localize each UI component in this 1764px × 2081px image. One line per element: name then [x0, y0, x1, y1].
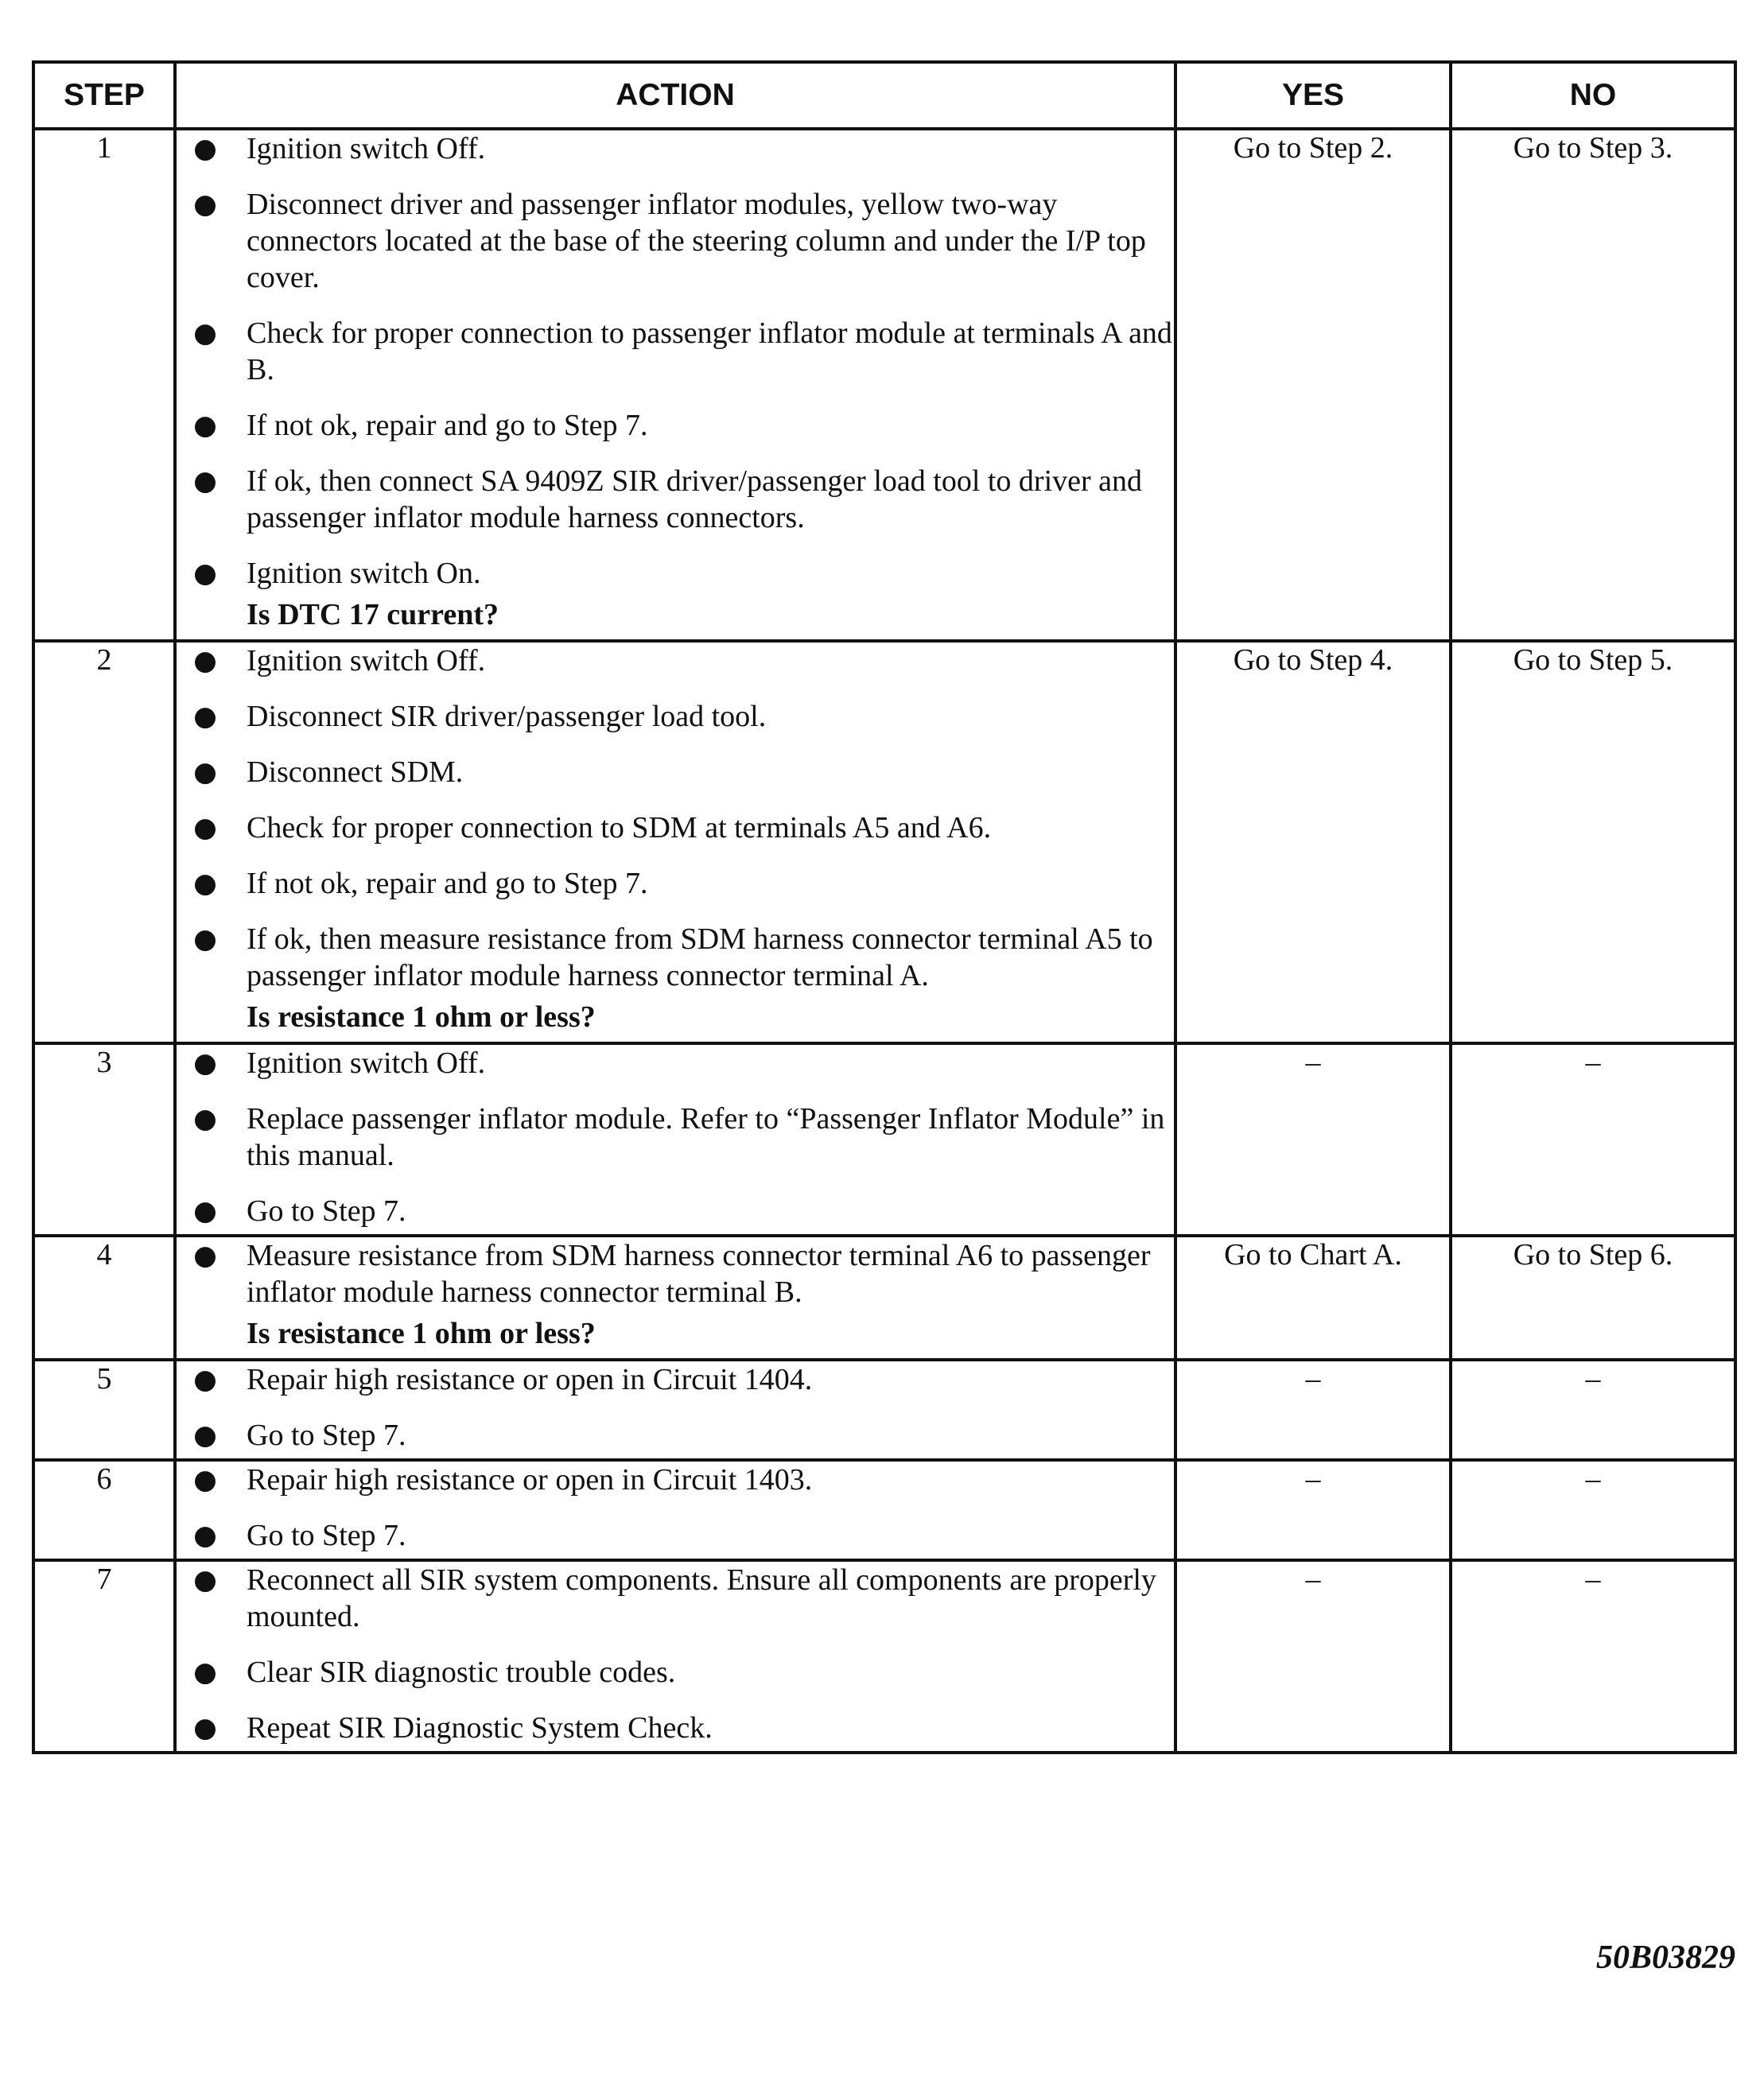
bullet-icon: ●: [193, 923, 217, 955]
bullet-icon: ●: [193, 557, 217, 589]
action-cell: [175, 1460, 1175, 1560]
header-action: ACTION: [175, 62, 1175, 129]
table-row: [33, 1236, 1735, 1360]
action-list: [177, 1562, 1174, 1746]
no-result: –: [1451, 1360, 1735, 1460]
action-text: Clear SIR diagnostic trouble codes.: [247, 1656, 676, 1689]
bullet-icon: ●: [193, 1712, 217, 1744]
action-text: Ignition switch Off.: [247, 1046, 486, 1080]
action-list: [177, 1237, 1174, 1310]
question-text: Is resistance 1 ohm or less?: [247, 1317, 596, 1350]
action-text: If not ok, repair and go to Step 7.: [247, 409, 648, 442]
table-body: [33, 129, 1735, 1753]
bullet-icon: ●: [193, 1520, 217, 1551]
table-row: [33, 1360, 1735, 1460]
action-cell: [175, 1236, 1175, 1360]
action-item: [177, 865, 1174, 902]
bullet-icon: ●: [193, 410, 217, 441]
action-text: Disconnect SDM.: [247, 755, 464, 789]
action-cell: [175, 641, 1175, 1043]
action-list: [177, 130, 1174, 592]
step-number: 3: [33, 1043, 175, 1236]
action-item: [177, 643, 1174, 679]
action-item: [177, 1517, 1174, 1554]
action-text: Repeat SIR Diagnostic System Check.: [247, 1711, 713, 1745]
action-list: [177, 1045, 1174, 1229]
question-text: Is DTC 17 current?: [247, 598, 499, 631]
action-item: [177, 1045, 1174, 1081]
yes-result: Go to Step 4.: [1175, 641, 1451, 1043]
action-item: [177, 1193, 1174, 1229]
action-cell: [175, 1043, 1175, 1236]
bullet-icon: ●: [193, 756, 217, 788]
action-list: [177, 1462, 1174, 1554]
action-item: [177, 130, 1174, 167]
action-item: [177, 407, 1174, 444]
bullet-icon: ●: [193, 1364, 217, 1396]
question-text: Is resistance 1 ohm or less?: [247, 1000, 596, 1034]
action-item: [177, 315, 1174, 388]
diagnostic-table: [32, 60, 1737, 1754]
bullet-icon: ●: [193, 1656, 217, 1688]
step-number: 1: [33, 129, 175, 641]
header-yes: YES: [1175, 62, 1451, 129]
table-row: [33, 129, 1735, 641]
no-result: Go to Step 5.: [1451, 641, 1735, 1043]
bullet-icon: ●: [193, 317, 217, 349]
action-item: [177, 754, 1174, 790]
yes-result: Go to Step 2.: [1175, 129, 1451, 641]
bullet-icon: ●: [193, 1419, 217, 1451]
action-text: Replace passenger inflator module. Refer to “Passenger Inflator Module” in this manual.: [247, 1102, 1165, 1172]
action-item: [177, 1101, 1174, 1174]
no-result: –: [1451, 1560, 1735, 1753]
action-text: Go to Step 7.: [247, 1419, 406, 1452]
table-row: [33, 1043, 1735, 1236]
step-number: 2: [33, 641, 175, 1043]
action-item: [177, 1417, 1174, 1454]
table-row: [33, 1460, 1735, 1560]
bullet-icon: ●: [193, 1464, 217, 1496]
header-row: [33, 62, 1735, 129]
action-list: [177, 643, 1174, 994]
action-cell: [175, 129, 1175, 641]
action-text: Measure resistance from SDM harness connector terminal A6 to passenger inflator module harness connector terminal B.: [247, 1239, 1151, 1309]
action-text: Check for proper connection to passenger inflator module at terminals A and B.: [247, 316, 1172, 386]
action-item: [177, 1654, 1174, 1691]
action-text: Go to Step 7.: [247, 1194, 406, 1228]
table-row: [33, 641, 1735, 1043]
yes-result: –: [1175, 1560, 1451, 1753]
action-text: Disconnect SIR driver/passenger load tool.: [247, 700, 767, 733]
bullet-icon: ●: [193, 1564, 217, 1596]
step-number: 6: [33, 1460, 175, 1560]
yes-result: –: [1175, 1043, 1451, 1236]
action-item: [177, 463, 1174, 536]
bullet-icon: ●: [193, 812, 217, 844]
action-text: Go to Step 7.: [247, 1519, 406, 1552]
no-result: –: [1451, 1460, 1735, 1560]
action-text: If not ok, repair and go to Step 7.: [247, 867, 648, 900]
action-cell: [175, 1560, 1175, 1753]
step-number: 7: [33, 1560, 175, 1753]
action-list: [177, 1361, 1174, 1454]
action-item: [177, 809, 1174, 846]
action-item: [177, 1462, 1174, 1498]
action-text: Ignition switch Off.: [247, 132, 486, 165]
header-no: NO: [1451, 62, 1735, 129]
bullet-icon: ●: [193, 1047, 217, 1079]
action-text: Repair high resistance or open in Circuit 1403.: [247, 1463, 813, 1497]
action-text: If ok, then connect SA 9409Z SIR driver/passenger load tool to driver and passenger inflator module harness connectors.: [247, 464, 1143, 534]
figure-code: 50B03829: [1595, 1939, 1735, 1976]
bullet-icon: ●: [193, 188, 217, 220]
yes-result: –: [1175, 1460, 1451, 1560]
bullet-icon: ●: [193, 1103, 217, 1135]
bullet-icon: ●: [193, 133, 217, 165]
yes-result: –: [1175, 1360, 1451, 1460]
action-text: Reconnect all SIR system components. Ensure all components are properly mounted.: [247, 1563, 1156, 1633]
bullet-icon: ●: [193, 1240, 217, 1272]
action-item: [177, 186, 1174, 296]
action-item: [177, 1710, 1174, 1746]
action-text: If ok, then measure resistance from SDM harness connector terminal A5 to passenger inflator module harness connector terminal A.: [247, 922, 1153, 992]
action-item: [177, 698, 1174, 735]
bullet-icon: ●: [193, 645, 217, 677]
no-result: –: [1451, 1043, 1735, 1236]
bullet-icon: ●: [193, 868, 217, 899]
bullet-icon: ●: [193, 701, 217, 732]
action-cell: [175, 1360, 1175, 1460]
no-result: Go to Step 3.: [1451, 129, 1735, 641]
bullet-icon: ●: [193, 1195, 217, 1227]
step-number: 4: [33, 1236, 175, 1360]
action-text: Repair high resistance or open in Circuit 1404.: [247, 1363, 813, 1396]
action-text: Ignition switch On.: [247, 557, 481, 590]
action-text: Check for proper connection to SDM at terminals A5 and A6.: [247, 811, 992, 844]
action-text: Disconnect driver and passenger inflator modules, yellow two-way connectors located at the base of the steering column and under the I/P top cover.: [247, 188, 1146, 294]
action-item: [177, 1562, 1174, 1635]
step-number: 5: [33, 1360, 175, 1460]
table-row: [33, 1560, 1735, 1753]
action-item: [177, 921, 1174, 994]
action-item: [177, 1237, 1174, 1310]
action-text: Ignition switch Off.: [247, 644, 486, 677]
action-item: [177, 555, 1174, 592]
yes-result: Go to Chart A.: [1175, 1236, 1451, 1360]
no-result: Go to Step 6.: [1451, 1236, 1735, 1360]
bullet-icon: ●: [193, 465, 217, 497]
header-step: STEP: [33, 62, 175, 129]
action-item: [177, 1361, 1174, 1398]
